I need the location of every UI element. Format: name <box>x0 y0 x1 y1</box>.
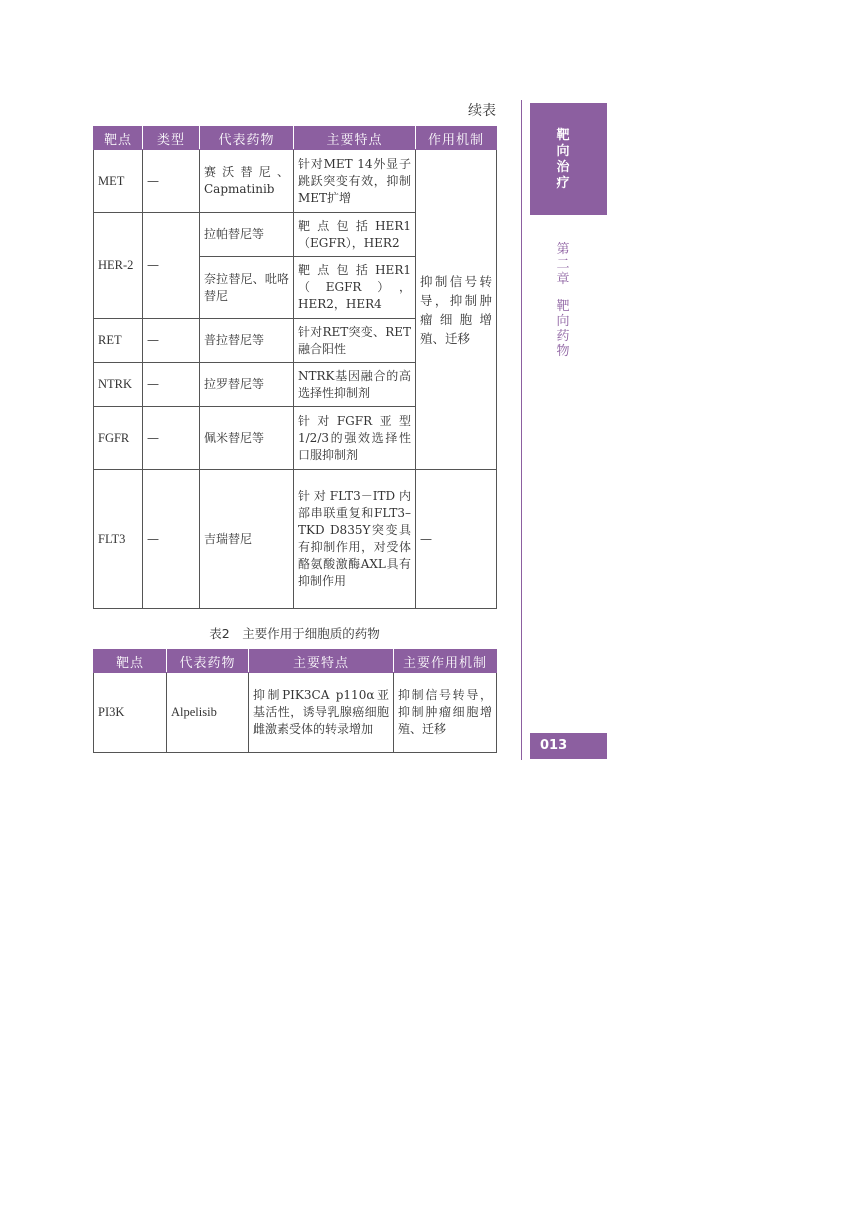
table-row <box>94 673 497 753</box>
cell-feature: 针对RET突变、RET融合阳性 <box>294 319 416 363</box>
cell-feature: NTRK基因融合的高选择性抑制剂 <box>294 363 416 407</box>
targets-table-continued <box>93 126 497 609</box>
cell-drug: Alpelisib <box>167 673 249 753</box>
cell-target: MET <box>94 150 143 213</box>
chapter-title: 靶向药物 <box>556 299 570 359</box>
chapter-number: 第二章 <box>556 242 570 287</box>
header-feature: 主要特点 <box>294 127 416 150</box>
header-target: 靶点 <box>94 650 167 673</box>
cell-type: — <box>143 213 200 319</box>
header-target: 靶点 <box>94 127 143 150</box>
table2-caption: 表2 主要作用于细胞质的药物 <box>209 626 380 641</box>
cell-target: HER-2 <box>94 213 143 319</box>
table-row <box>94 150 497 213</box>
table-header-row <box>94 650 497 673</box>
header-mechanism: 作用机制 <box>416 127 497 150</box>
cell-feature: 针对MET 14外显子跳跃突变有效，抑制MET扩增 <box>294 150 416 213</box>
cell-target: PI3K <box>94 673 167 753</box>
cell-type: — <box>143 363 200 407</box>
cell-drug: 吉瑞替尼 <box>200 470 294 609</box>
cell-feature: 针对FGFR亚型1/2/3的强效选择性口服抑制剂 <box>294 407 416 470</box>
margin-rule <box>521 100 522 760</box>
chapter-spacer <box>555 287 571 299</box>
table-row <box>94 470 497 609</box>
cell-type: — <box>143 150 200 213</box>
cell-type: — <box>143 407 200 470</box>
cell-target: FLT3 <box>94 470 143 609</box>
header-drug: 代表药物 <box>167 650 249 673</box>
cell-drug: 奈拉替尼、吡咯替尼 <box>200 257 294 319</box>
cell-mechanism: 抑制信号转导，抑制肿瘤细胞增殖、迁移 <box>394 673 497 753</box>
header-feature: 主要特点 <box>249 650 394 673</box>
header-mechanism: 主要作用机制 <box>394 650 497 673</box>
cell-feature: 针对FLT3－ITD内部串联重复和FLT3–TKD D835Y突变具有抑制作用，对受体酪氨酸激酶AXL具有抑制作用 <box>294 470 416 609</box>
cell-target: FGFR <box>94 407 143 470</box>
cell-feature: 靶点包括HER1（EGFR），HER2，HER4 <box>294 257 416 319</box>
cell-drug: 拉帕替尼等 <box>200 213 294 257</box>
cell-drug: 普拉替尼等 <box>200 319 294 363</box>
cell-target: NTRK <box>94 363 143 407</box>
cell-target: RET <box>94 319 143 363</box>
page-number: 013 <box>530 733 607 759</box>
cell-type: — <box>143 470 200 609</box>
cell-feature: 抑制PIK3CA p110α亚基活性，诱导乳腺癌细胞雌激素受体的转录增加 <box>249 673 394 753</box>
cell-type: — <box>143 319 200 363</box>
continued-label: 续表 <box>468 103 496 119</box>
cell-feature: 靶点包括HER1（EGFR），HER2 <box>294 213 416 257</box>
cytoplasm-drugs-table <box>93 649 497 753</box>
cell-mechanism-shared: 抑制信号转导，抑制肿瘤细胞增殖、迁移 <box>416 150 497 470</box>
header-drug: 代表药物 <box>200 127 294 150</box>
table-header-row <box>94 127 497 150</box>
chapter-label <box>555 242 571 359</box>
cell-drug: 赛沃替尼、Capmatinib <box>200 150 294 213</box>
cell-mechanism: — <box>416 470 497 609</box>
cell-drug: 佩米替尼等 <box>200 407 294 470</box>
section-tab-label: 靶向治疗 <box>556 128 570 191</box>
cell-drug: 拉罗替尼等 <box>200 363 294 407</box>
header-type: 类型 <box>143 127 200 150</box>
